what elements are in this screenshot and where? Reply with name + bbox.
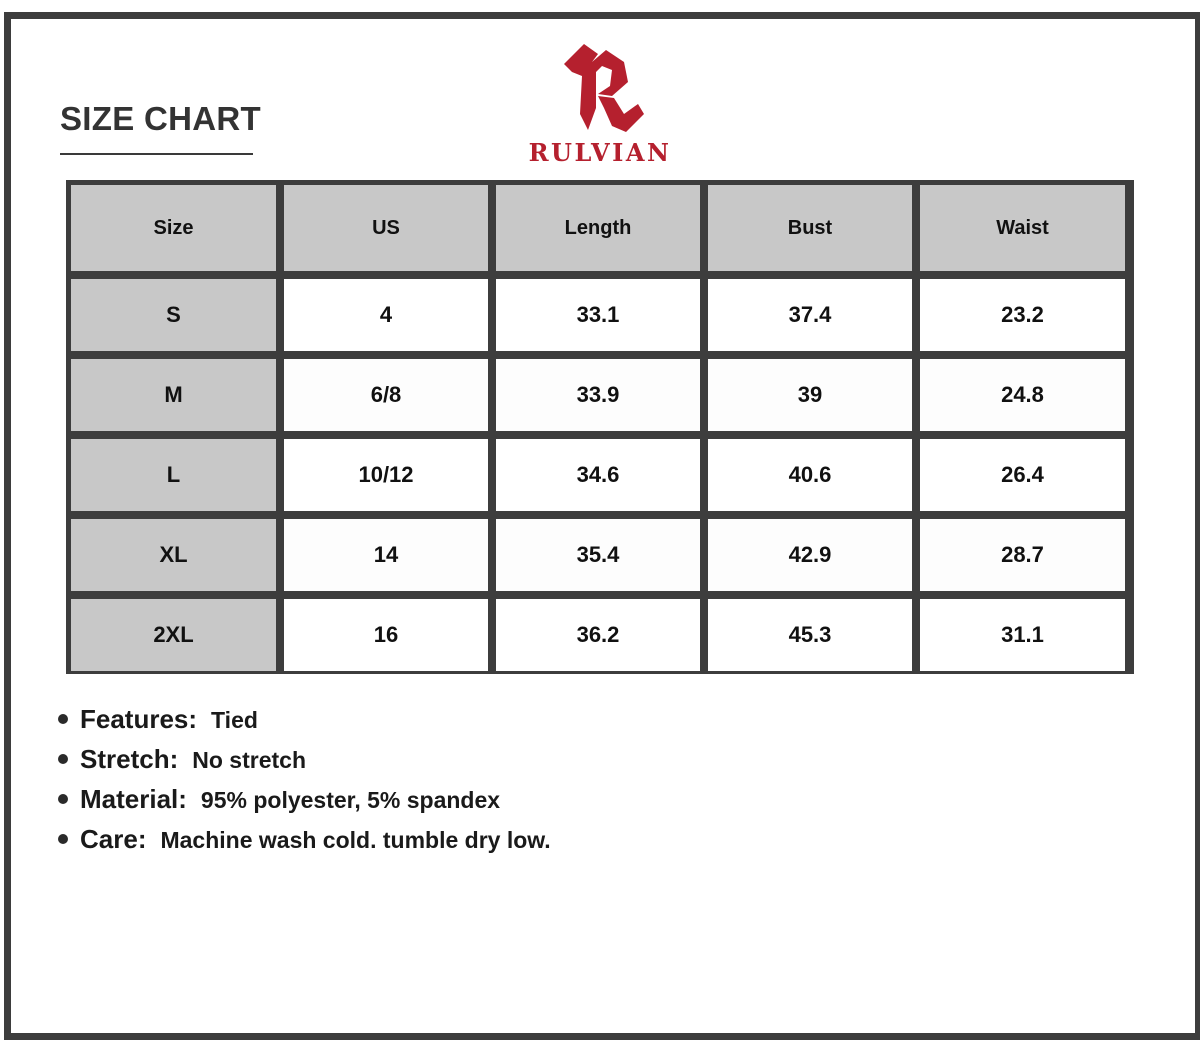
cell-bust: 42.9 bbox=[708, 519, 912, 591]
feature-item bbox=[58, 704, 551, 744]
cell-us: 4 bbox=[284, 279, 488, 351]
feature-item bbox=[58, 784, 551, 824]
feature-item bbox=[58, 744, 551, 784]
feature-label: Care: bbox=[80, 824, 147, 854]
brand-wordmark: RULVIAN bbox=[528, 138, 672, 167]
bullet-icon bbox=[58, 794, 68, 804]
cell-length: 33.1 bbox=[496, 279, 700, 351]
bullet-icon bbox=[58, 714, 68, 724]
header-bust: Bust bbox=[708, 185, 912, 271]
row-size-label: M bbox=[71, 359, 276, 431]
header-waist: Waist bbox=[920, 185, 1125, 271]
feature-value: 95% polyester, 5% spandex bbox=[200, 787, 501, 813]
cell-waist: 31.1 bbox=[920, 599, 1125, 671]
rulvian-r-logo-icon bbox=[562, 42, 646, 134]
cell-bust: 39 bbox=[708, 359, 912, 431]
row-size-label: S bbox=[71, 279, 276, 351]
row-size-label: 2XL bbox=[71, 599, 276, 671]
feature-value: Tied bbox=[211, 707, 258, 733]
cell-waist: 24.8 bbox=[920, 359, 1125, 431]
cell-waist: 28.7 bbox=[920, 519, 1125, 591]
cell-length: 36.2 bbox=[496, 599, 700, 671]
row-size-label: L bbox=[71, 439, 276, 511]
product-features-list bbox=[58, 704, 551, 864]
cell-bust: 37.4 bbox=[708, 279, 912, 351]
cell-us: 16 bbox=[284, 599, 488, 671]
cell-us: 10/12 bbox=[284, 439, 488, 511]
cell-bust: 45.3 bbox=[708, 599, 912, 671]
feature-value: No stretch bbox=[192, 747, 306, 773]
header-us: US bbox=[284, 185, 488, 271]
cell-length: 34.6 bbox=[496, 439, 700, 511]
cell-us: 14 bbox=[284, 519, 488, 591]
cell-length: 35.4 bbox=[496, 519, 700, 591]
feature-item bbox=[58, 824, 551, 864]
title-underline bbox=[60, 153, 253, 155]
bullet-icon bbox=[58, 754, 68, 764]
cell-us: 6/8 bbox=[284, 359, 488, 431]
feature-label: Stretch: bbox=[80, 744, 179, 774]
bullet-icon bbox=[58, 834, 68, 844]
size-chart-table bbox=[66, 180, 1134, 674]
feature-label: Features: bbox=[80, 704, 198, 734]
cell-waist: 26.4 bbox=[920, 439, 1125, 511]
header-length: Length bbox=[496, 185, 700, 271]
header-size: Size bbox=[71, 185, 276, 271]
page-title: SIZE CHART bbox=[60, 100, 261, 137]
row-size-label: XL bbox=[71, 519, 276, 591]
cell-bust: 40.6 bbox=[708, 439, 912, 511]
cell-length: 33.9 bbox=[496, 359, 700, 431]
cell-waist: 23.2 bbox=[920, 279, 1125, 351]
feature-label: Material: bbox=[80, 784, 187, 814]
feature-value: Machine wash cold. tumble dry low. bbox=[160, 827, 551, 853]
brand-logo bbox=[520, 40, 680, 170]
